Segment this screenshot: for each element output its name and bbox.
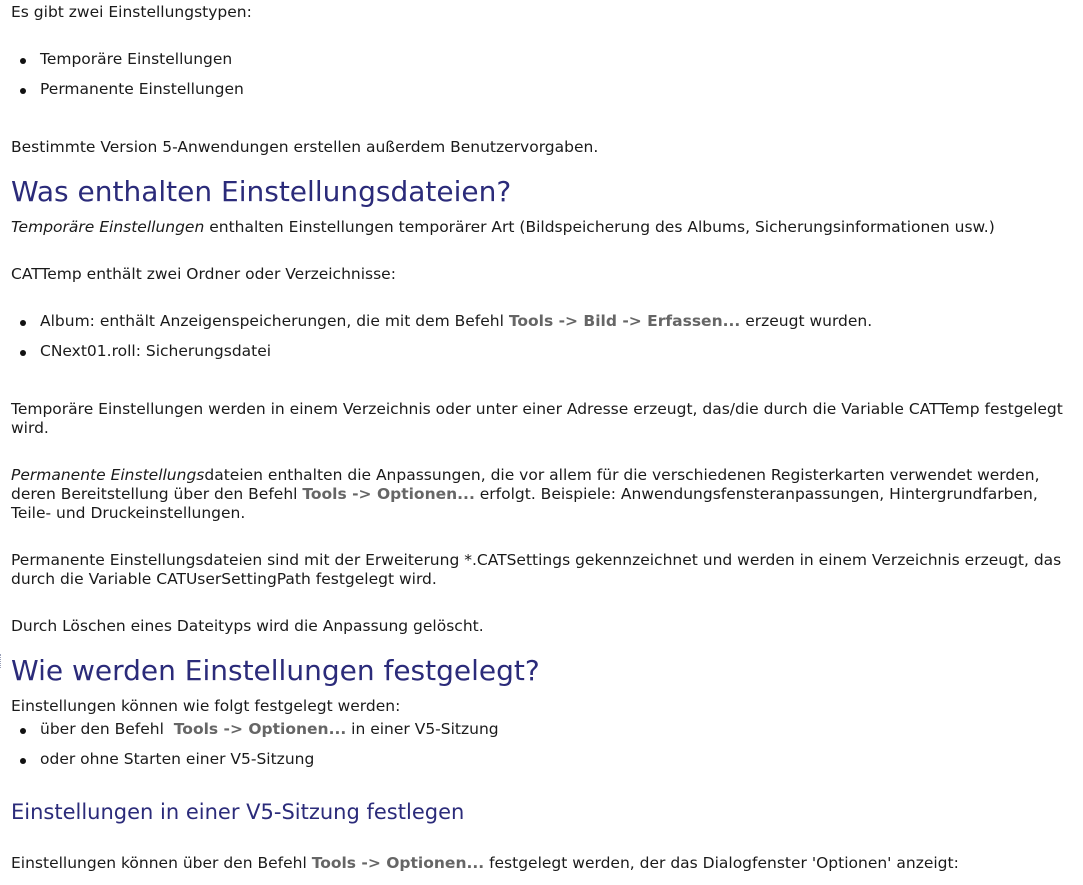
temp-location-paragraph: Temporäre Einstellungen werden in einem Verzeichnis oder unter einer Adresse erzeugt, das/die durch die Variable CATTemp festgelegt wird. [11, 400, 1063, 437]
list-item [11, 80, 1073, 110]
paragraph-text: erfolgt. Beispiele: Anwendungsfensteranpassungen, Hintergrundfarben, Teile- und Druckeinstellungen. [11, 485, 1038, 522]
list-item-label: Permanente Einstellungen [40, 80, 244, 98]
session-paragraph [11, 854, 959, 873]
cattemp-paragraph: CATTemp enthält zwei Ordner oder Verzeichnisse: [11, 265, 396, 283]
bullet-icon [20, 350, 26, 356]
bullet-icon [20, 728, 26, 734]
margin-marker [0, 654, 4, 668]
list-item [11, 312, 1073, 342]
list-item [11, 342, 1073, 372]
command-path: Tools -> Optionen... [302, 485, 475, 503]
list-item-label: CNext01.roll: Sicherungsdatei [40, 342, 272, 360]
settings-types-list [11, 50, 1073, 110]
bullet-icon [20, 88, 26, 94]
command-path: Tools -> Optionen... [311, 854, 485, 872]
list-item [11, 720, 1073, 750]
catsettings-paragraph: Permanente Einstellungsdateien sind mit der Erweiterung *.CATSettings gekennzeichnet und werden in einem Verzeichnis erzeugt, das durch die Variable CATUserSettingPath festgelegt wird. [11, 551, 1062, 588]
emphasis-text: Permanente Einstellungs [11, 466, 205, 484]
how-methods-list [11, 720, 1073, 780]
delete-paragraph: Durch Löschen eines Dateityps wird die Anpassung gelöscht. [11, 617, 484, 635]
list-item-label: oder ohne Starten einer V5-Sitzung [40, 750, 315, 768]
intro-text: Es gibt zwei Einstellungstypen: [11, 3, 252, 21]
paragraph-text: festgelegt werden, der das Dialogfenster 'Optionen' anzeigt: [484, 854, 959, 872]
section-heading-how: Wie werden Einstellungen festgelegt? [11, 654, 540, 687]
bullet-icon [20, 58, 26, 64]
list-item [11, 50, 1073, 80]
how-intro-text: Einstellungen können wie folgt festgelegt werden: [11, 697, 401, 715]
subsection-heading-session: Einstellungen in einer V5-Sitzung festlegen [11, 800, 465, 824]
paragraph-text: dateien enthalten die Anpassungen, die vor allem für die verschiedenen Registerkarten verwendet werden, deren Bereitstellung über den Befehl [11, 466, 1040, 503]
command-path: Tools -> Bild -> Erfassen... [508, 312, 741, 330]
list-item-label: erzeugt wurden. [740, 312, 873, 330]
command-path: Tools -> Optionen... [173, 720, 347, 738]
list-item-label: in einer V5-Sitzung [346, 720, 499, 738]
list-item-label: über den Befehl [40, 720, 174, 738]
list-item-label: Album: enthält Anzeigenspeicherungen, die mit dem Befehl [40, 312, 509, 330]
paragraph-text: enthalten Einstellungen temporärer Art (Bildspeicherung des Albums, Sicherungsinformationen usw.) [204, 218, 995, 236]
permanent-settings-paragraph [11, 466, 1073, 523]
cattemp-folder-list [11, 312, 1073, 372]
bullet-icon [20, 758, 26, 764]
paragraph-text: Einstellungen können über den Befehl [11, 854, 312, 872]
temp-settings-paragraph [11, 218, 1073, 237]
list-item-label: Temporäre Einstellungen [40, 50, 233, 68]
section-heading-contents: Was enthalten Einstellungsdateien? [11, 175, 512, 208]
list-item [11, 750, 1073, 780]
intro-after-text: Bestimmte Version 5-Anwendungen erstellen außerdem Benutzervorgaben. [11, 138, 599, 156]
bullet-icon [20, 320, 26, 326]
emphasis-text: Temporäre Einstellungen [11, 218, 205, 236]
